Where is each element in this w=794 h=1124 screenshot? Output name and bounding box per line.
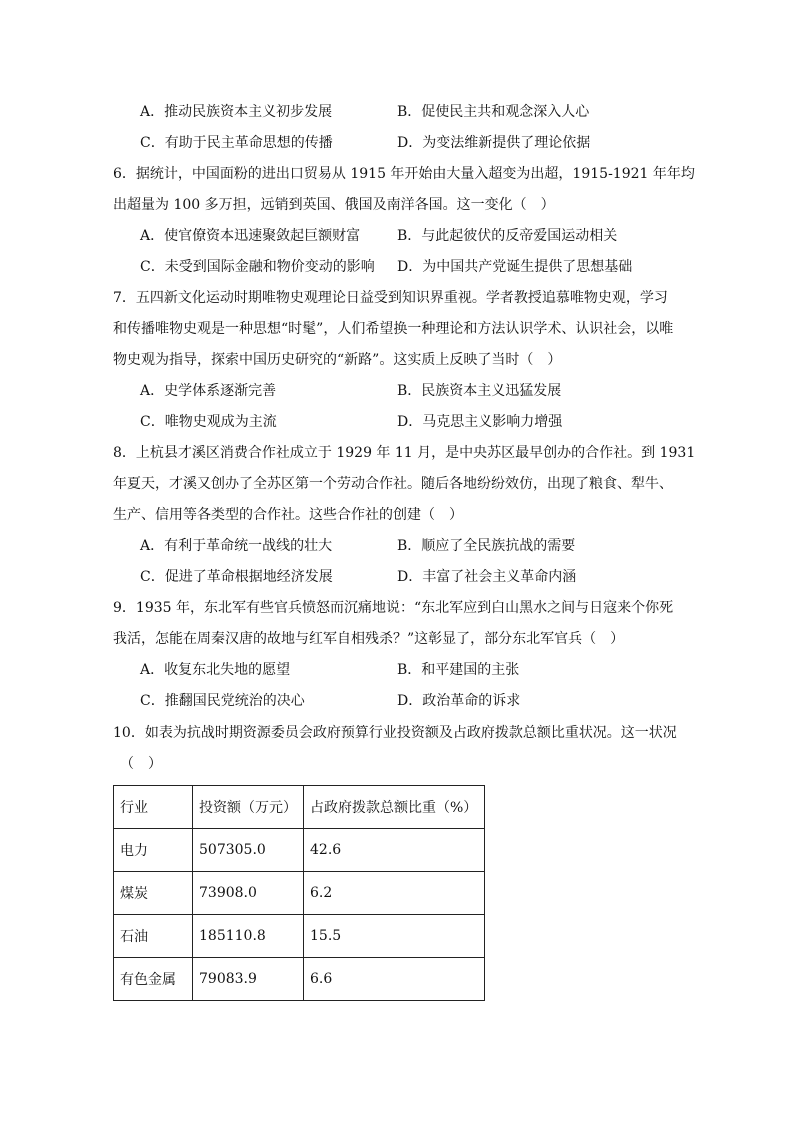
q7-option-c: C．唯物史观成为主流 <box>140 414 277 430</box>
table-row <box>114 872 485 915</box>
table-header-cell: 投资额（万元） <box>193 786 304 829</box>
table-header-cell: 行业 <box>114 786 193 829</box>
table-cell: 煤炭 <box>114 872 193 915</box>
table-row <box>114 958 485 1001</box>
table-cell: 73908.0 <box>193 872 304 915</box>
q7-option-d: D．马克思主义影响力增强 <box>397 414 563 430</box>
q8-option-d: D．丰富了社会主义革命内涵 <box>397 569 577 585</box>
q9-option-a: A．收复东北失地的愿望 <box>140 662 291 678</box>
q5-option-b: B．促使民主共和观念深入人心 <box>397 104 590 120</box>
table-cell: 15.5 <box>304 915 485 958</box>
q7-stem-line-2: 和传播唯物史观是一种思想“时髦”，人们希望换一种理论和方法认识学术、认识社会，以唯 <box>113 321 674 337</box>
q6-option-d: D．为中国共产党诞生提供了思想基础 <box>397 259 633 275</box>
q7-stem-line-1: 7．五四新文化运动时期唯物史观理论日益受到知识界重视。学者教授追慕唯物史观，学习 <box>113 290 668 306</box>
table-cell: 79083.9 <box>193 958 304 1001</box>
table-row <box>114 915 485 958</box>
q9-stem-line-2: 我活，怎能在周秦汉唐的故地与红军自相残杀？”这彰显了，部分东北军官兵（ ） <box>113 631 625 647</box>
q10-stem-line-1: 10．如表为抗战时期资源委员会政府预算行业投资额及占政府拨款总额比重状况。这一状况 <box>113 725 677 741</box>
table-cell: 6.2 <box>304 872 485 915</box>
q8-stem-line-2: 年夏天，才溪又创办了全苏区第一个劳动合作社。随后各地纷纷效仿，出现了粮食、犁牛、 <box>113 476 673 492</box>
table-cell: 石油 <box>114 915 193 958</box>
q8-option-c: C．促进了革命根据地经济发展 <box>140 569 333 585</box>
table-cell: 电力 <box>114 829 193 872</box>
table-cell: 有色金属 <box>114 958 193 1001</box>
table-cell: 185110.8 <box>193 915 304 958</box>
q9-stem-line-1: 9．1935 年，东北军有些官兵愤怒而沉痛地说：“东北军应到白山黑水之间与日寇来个你死 <box>113 600 674 616</box>
q8-stem-line-1: 8．上杭县才溪区消费合作社成立于 1929 年 11 月，是中央苏区最早创办的合作社。到 1931 <box>113 445 696 461</box>
table-cell: 6.6 <box>304 958 485 1001</box>
q6-option-c: C．未受到国际金融和物价变动的影响 <box>140 259 375 275</box>
q7-option-a: A．史学体系逐渐完善 <box>140 383 277 399</box>
q9-option-c: C．推翻国民党统治的决心 <box>140 693 305 709</box>
q6-stem-line-1: 6．据统计，中国面粉的进出口贸易从 1915 年开始由大量入超变为出超，1915-1921 年年均 <box>113 166 695 182</box>
q6-option-a: A．使官僚资本迅速聚敛起巨额财富 <box>140 228 361 244</box>
q7-option-b: B．民族资本主义迅猛发展 <box>397 383 562 399</box>
q6-stem-line-2: 出超量为 100 多万担，远销到英国、俄国及南洋各国。这一变化（ ） <box>113 197 555 213</box>
table-header-cell: 占政府拨款总额比重（%） <box>304 786 485 829</box>
q8-option-a: A．有利于革命统一战线的壮大 <box>140 538 333 554</box>
investment-table <box>113 785 485 1001</box>
q9-option-d: D．政治革命的诉求 <box>397 693 521 709</box>
q8-option-b: B．顺应了全民族抗战的需要 <box>397 538 576 554</box>
q5-option-a: A．推动民族资本主义初步发展 <box>140 104 333 120</box>
table-header-row <box>114 786 485 829</box>
table-cell: 507305.0 <box>193 829 304 872</box>
q7-stem-line-3: 物史观为指导，探索中国历史研究的“新路”。这实质上反映了当时（ ） <box>113 352 562 368</box>
q6-option-b: B．与此起彼伏的反帝爱国运动相关 <box>397 228 618 244</box>
q10-stem-line-2: （ ） <box>120 756 162 772</box>
q9-option-b: B．和平建国的主张 <box>397 662 520 678</box>
q5-option-c: C．有助于民主革命思想的传播 <box>140 135 333 151</box>
table-cell: 42.6 <box>304 829 485 872</box>
table-row <box>114 829 485 872</box>
q5-option-d: D．为变法维新提供了理论依据 <box>397 135 591 151</box>
q8-stem-line-3: 生产、信用等各类型的合作社。这些合作社的创建（ ） <box>113 507 463 523</box>
